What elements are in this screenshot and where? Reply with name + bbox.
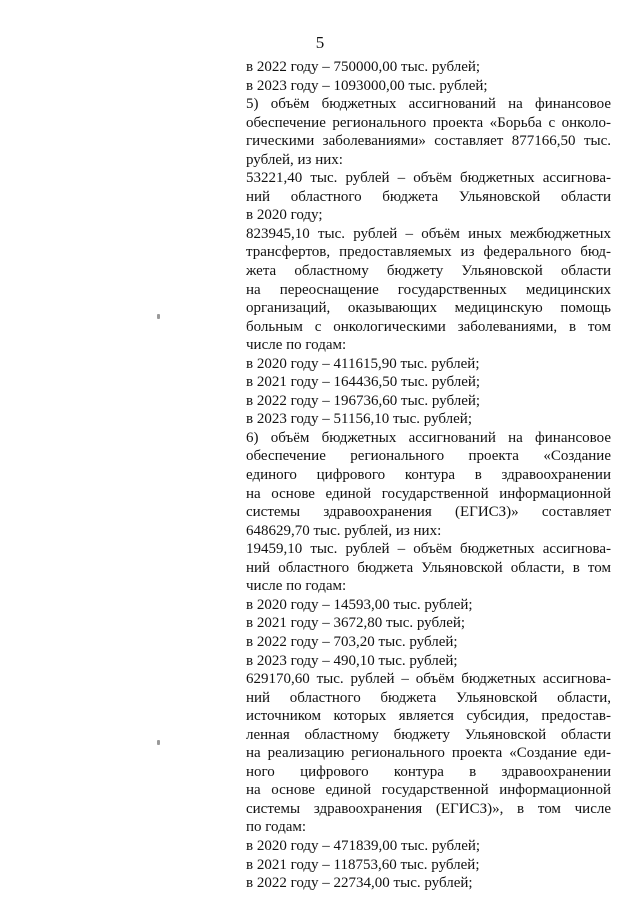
- text-line: в 2020 году;: [246, 207, 323, 224]
- text-line: в 2020 году – 14593,00 тыс. рублей;: [246, 596, 473, 613]
- text-line: 53221,40 тыс. рублей – объём бюджетных ассигнова-: [246, 170, 611, 187]
- text-line: обеспечение регионального проекта «Создание: [246, 448, 611, 465]
- text-line: системы здравоохранения (ЕГИСЗ)», в том числе: [246, 800, 611, 817]
- text-line: числе по годам:: [246, 578, 347, 595]
- text-line: в 2023 году – 490,10 тыс. рублей;: [246, 652, 458, 669]
- text-line: 648629,70 тыс. рублей, из них:: [246, 522, 442, 539]
- text-line: в 2022 году – 750000,00 тыс. рублей;: [246, 59, 481, 75]
- text-line: гическими заболеваниями» составляет 877166,50 тыс.: [246, 133, 611, 150]
- text-line: системы здравоохранения (ЕГИСЗ)» составляет: [246, 504, 611, 521]
- text-line: обеспечение регионального проекта «Борьба с онколо-: [246, 114, 611, 131]
- text-line: единого цифрового контура в здравоохранении: [246, 467, 611, 484]
- document-body: [246, 58, 611, 893]
- text-line: рублей, из них:: [246, 151, 343, 168]
- text-line: на основе единой государственной информационной: [246, 782, 611, 799]
- text-line: числе по годам:: [246, 337, 347, 354]
- text-line: ний областного бюджета Ульяновской области, в том: [246, 559, 611, 576]
- text-line: организаций, оказывающих медицинскую помощь: [246, 300, 611, 317]
- text-line: в 2022 году – 703,20 тыс. рублей;: [246, 633, 458, 650]
- text-line: больным с онкологическими заболеваниями, в том: [246, 318, 611, 335]
- text-line: в 2022 году – 22734,00 тыс. рублей;: [246, 875, 473, 892]
- text-line: ний областного бюджета Ульяновской области: [246, 188, 611, 205]
- text-line: 823945,10 тыс. рублей – объём иных межбюджетных: [246, 225, 611, 242]
- text-line: 19459,10 тыс. рублей – объём бюджетных ассигнова-: [246, 541, 611, 558]
- text-line: 5) объём бюджетных ассигнований на финансовое: [246, 96, 611, 113]
- text-line: в 2021 году – 164436,50 тыс. рублей;: [246, 374, 481, 391]
- text-line: в 2022 году – 196736,60 тыс. рублей;: [246, 392, 481, 409]
- text-line: на основе единой государственной информационной: [246, 485, 611, 502]
- text-line: в 2020 году – 411615,90 тыс. рублей;: [246, 355, 480, 372]
- text-line: 629170,60 тыс. рублей – объём бюджетных ассигнова-: [246, 671, 611, 688]
- text-line: по годам:: [246, 819, 307, 836]
- text-line: трансфертов, предоставляемых из федерального бюд-: [246, 244, 611, 261]
- scan-mark: [157, 740, 160, 745]
- text-line: в 2020 году – 471839,00 тыс. рублей;: [246, 837, 481, 854]
- text-line: на переоснащение государственных медицинских: [246, 281, 611, 298]
- text-line: источником которых является субсидия, предостав-: [246, 708, 611, 725]
- scan-mark: [157, 314, 160, 319]
- text-line: ного цифрового контура в здравоохранении: [246, 763, 611, 780]
- text-line: 6) объём бюджетных ассигнований на финансовое: [246, 429, 611, 446]
- text-line: в 2023 году – 51156,10 тыс. рублей;: [246, 411, 472, 428]
- page-number: 5: [315, 33, 325, 52]
- text-line: ленная областному бюджету Ульяновской области: [246, 726, 611, 743]
- text-line: на реализацию регионального проекта «Создание еди-: [246, 745, 611, 762]
- text-line: в 2021 году – 3672,80 тыс. рублей;: [246, 615, 466, 632]
- text-line: ний областного бюджета Ульяновской области,: [246, 689, 611, 706]
- text-line: жета областному бюджету Ульяновской области: [246, 263, 611, 280]
- text-line: в 2021 году – 118753,60 тыс. рублей;: [246, 856, 480, 873]
- text-line: в 2023 году – 1093000,00 тыс. рублей;: [246, 77, 488, 94]
